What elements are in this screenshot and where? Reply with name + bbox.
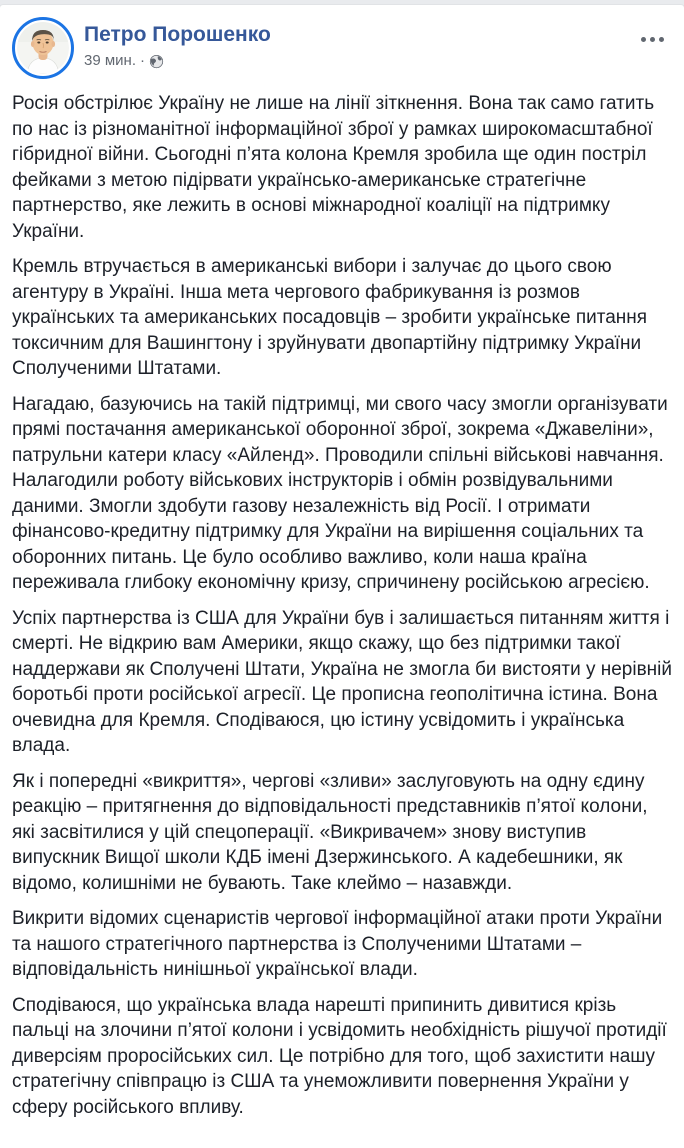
post-text bbox=[12, 91, 678, 1120]
post-paragraph: Кремль втручається в американські вибори і залучає до цього свою агентуру в Україні. Інша мета чергового фабрикування із розмов українських та американських посадовців – зробити українське питання токсичним для Вашингтону і зруйнувати двопартійну підтримку України Сполученими Штатами. bbox=[12, 256, 653, 379]
ellipsis-icon bbox=[659, 37, 664, 42]
avatar[interactable] bbox=[12, 17, 74, 79]
author-link[interactable]: Петро Порошенко bbox=[84, 23, 271, 46]
post-paragraph: Викрити відомих сценаристів чергової інформаційної атаки проти України та нашого стратегічного партнерства із Сполученими Штатами – відповідальність нинішньої української влади. bbox=[12, 908, 668, 980]
post-paragraph: Сподіваюся, що українська влада нарешті припинить дивитися крізь пальці на злочини п’ятої колони і усвідомить необхідність рішучої протидії диверсіям проросійських сил. Це потрібно для того, щоб захистити нашу стратегічну співпрацю із США та унеможливити повернення України у сферу російського впливу. bbox=[12, 994, 673, 1118]
post-card bbox=[0, 5, 684, 1148]
ellipsis-icon bbox=[650, 37, 655, 42]
post-header bbox=[12, 17, 672, 79]
post-paragraph: Росія обстрілює Україну не лише на лінії зіткнення. Вона так само гатить по нас із різноманітної інформаційної зброї у рамках широкомасштабної гібридної війни. Сьогодні п’ята колона Кремля зробила ще один постріл фейками з метою підірвати українсько-американське стратегічне партнерство, яке лежить в основі міжнародної коаліції на підтримку України. bbox=[12, 93, 660, 242]
globe-icon bbox=[149, 54, 164, 69]
timestamp[interactable]: 39 мин. bbox=[84, 52, 136, 70]
post-paragraph: Нагадаю, базуючись на такій підтримці, ми свого часу змогли організувати прямі постачання американської оборонної зброї, зокрема «Джавеліни», патрульни катери класу «Айленд». Проводили спільні військові навчання. Налагодили роботу військових інструкторів і обмін розвідувальними даними. Змогли здобути газову незалежність від Росії. І отримати фінансово-кредитну підтримку для України на вирішення соціальних та оборонних питань. Це було особливо важливо, коли наша країна переживала глибоку економічну кризу, спричинену російською агресією. bbox=[12, 393, 674, 593]
profile-photo-icon bbox=[17, 22, 69, 74]
post-paragraph: Успіх партнерства із США для України був і залишається питанням життя і смерті. Не відкрию вам Америки, якщо скажу, що без підтримки такої наддержави як Сполучені Штати, Україна не змогла би вистояти у нерівній боротьбі проти російської агресії. Це прописна геополітична істина. Вона очевидна для Кремля. Сподіваюся, цю істину усвідомить і українська влада. bbox=[12, 607, 678, 756]
post-header-text bbox=[84, 17, 672, 70]
ellipsis-icon bbox=[641, 37, 646, 42]
post-meta bbox=[84, 52, 672, 70]
meta-separator: · bbox=[140, 52, 145, 70]
post-menu-button[interactable] bbox=[628, 27, 664, 51]
post-paragraph: Як і попередні «викриття», чергові «зливи» заслуговують на одну єдину реакцію – притягнення до відповідальності представників п’ятої колони, які засвітилися у цій спецоперації. «Викривачем» знову виступив випускник Вищої школи КДБ імені Дзержинського. А кадебешники, як відомо, колишніми не бувають. Таке клеймо – назавжди. bbox=[12, 770, 653, 894]
